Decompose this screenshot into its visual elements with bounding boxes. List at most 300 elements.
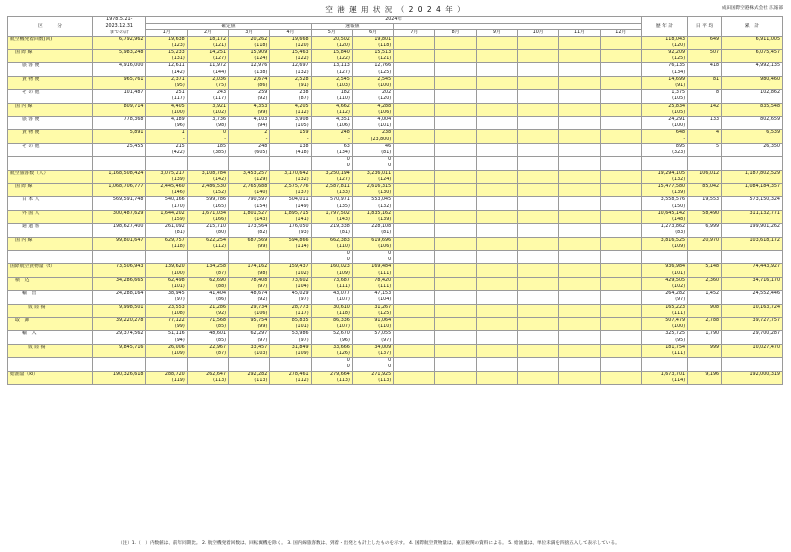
table-row-ratio [8, 43, 783, 50]
month-ratio [394, 297, 435, 304]
month-value [435, 143, 476, 150]
header-month: 5月 [311, 30, 352, 37]
row-label-blank [8, 217, 93, 224]
month-value [476, 304, 517, 311]
month-ratio [476, 284, 517, 291]
month-value [559, 210, 600, 217]
month-ratio [476, 204, 517, 211]
month-value [476, 116, 517, 123]
month-ratio [600, 244, 641, 251]
month-value [559, 358, 600, 365]
month-ratio [559, 110, 600, 117]
month-ratio: (88) [187, 284, 228, 291]
month-value [600, 277, 641, 284]
month-ratio [394, 338, 435, 345]
month-ratio: (101) [352, 123, 393, 130]
ytd-value: 76,135 [641, 63, 687, 70]
month-value: 78,408 [229, 277, 270, 284]
month-ratio: (133) [311, 190, 352, 197]
month-value: 0 [352, 157, 393, 164]
daily-avg-ratio-blank [688, 137, 722, 144]
month-value [517, 291, 558, 298]
month-ratio [559, 43, 600, 50]
grand-total-ratio-blank [722, 364, 783, 371]
month-ratio [559, 137, 600, 144]
month-value: 30,610 [311, 304, 352, 311]
month-value: 3,250,194 [311, 170, 352, 177]
month-ratio: (101) [146, 284, 187, 291]
month-ratio [517, 378, 558, 385]
month-value [517, 371, 558, 378]
row-label-blank [8, 43, 93, 50]
daily-avg-ratio-blank [688, 96, 722, 103]
month-ratio: (144) [187, 70, 228, 77]
row-label-blank [8, 204, 93, 211]
grand-total-value: 103,618,172 [722, 237, 783, 244]
month-ratio [517, 297, 558, 304]
row-label [8, 157, 93, 164]
month-value [559, 130, 600, 137]
month-value [435, 224, 476, 231]
month-ratio [600, 204, 641, 211]
table-row [8, 170, 783, 177]
month-value [476, 344, 517, 351]
month-value [517, 318, 558, 325]
ytd-value: 181,754 [641, 344, 687, 351]
month-value [600, 130, 641, 137]
month-ratio: (75) [187, 83, 228, 90]
grand-total-value: 6,911,005 [722, 36, 783, 43]
daily-avg-ratio-blank [688, 284, 722, 291]
month-value [600, 371, 641, 378]
header-cumulative-line2: 2023.12.31 [93, 23, 146, 30]
table-row-ratio [8, 271, 783, 278]
month-value: 19,668 [270, 36, 311, 43]
month-ratio: (106) [352, 110, 393, 117]
month-value [435, 36, 476, 43]
month-value: 2 [229, 130, 270, 137]
month-ratio: (154) [229, 204, 270, 211]
row-label-blank [8, 177, 93, 184]
month-value [517, 116, 558, 123]
month-value: 43,077 [311, 291, 352, 298]
table-row [8, 251, 783, 258]
month-ratio [229, 257, 270, 264]
month-ratio: (113) [187, 378, 228, 385]
month-ratio [435, 70, 476, 77]
ytd-ratio: (100) [641, 123, 687, 130]
month-ratio: (113) [352, 378, 393, 385]
month-value [476, 331, 517, 338]
daily-avg-ratio-blank [688, 43, 722, 50]
daily-avg-value: 19,553 [688, 197, 722, 204]
month-value [559, 63, 600, 70]
month-ratio: (86) [229, 83, 270, 90]
month-value: 0 [352, 358, 393, 365]
ytd-value [641, 157, 687, 164]
grand-total-value: 1,084,184,357 [722, 183, 783, 190]
daily-avg-ratio-blank [688, 70, 722, 77]
month-value [394, 344, 435, 351]
month-value [559, 36, 600, 43]
ytd-ratio [641, 163, 687, 170]
month-ratio: - [311, 137, 352, 144]
month-value [476, 49, 517, 56]
month-ratio [435, 378, 476, 385]
month-value: 160,023 [311, 264, 352, 271]
month-ratio: (114) [270, 244, 311, 251]
ytd-value: 165,223 [641, 304, 687, 311]
ytd-ratio: (139) [641, 190, 687, 197]
daily-avg-value: 4 [688, 130, 722, 137]
cumulative-value: 4,916,000 [93, 63, 146, 70]
header-month: 12月 [600, 30, 641, 37]
month-ratio: 0 [352, 163, 393, 170]
table-row-ratio [8, 70, 783, 77]
month-value [435, 304, 476, 311]
ytd-ratio [641, 364, 687, 371]
grand-total-ratio-blank [722, 378, 783, 385]
month-value: 622,254 [187, 237, 228, 244]
month-value [435, 76, 476, 83]
month-value: 62,297 [229, 331, 270, 338]
daily-avg-ratio-blank [688, 150, 722, 157]
month-ratio [187, 364, 228, 371]
month-ratio [559, 351, 600, 358]
month-value: 3,108,784 [187, 170, 228, 177]
daily-avg-value: 9,196 [688, 371, 722, 378]
grand-total-value: 1,187,802,529 [722, 170, 783, 177]
daily-avg-value [688, 358, 722, 365]
month-value: 1,644,202 [146, 210, 187, 217]
month-value [476, 143, 517, 150]
month-value: 1 [146, 130, 187, 137]
month-value: 85,835 [270, 318, 311, 325]
month-ratio [476, 217, 517, 224]
grand-total-ratio-blank [722, 324, 783, 331]
month-ratio: (105) [270, 123, 311, 130]
month-value [559, 224, 600, 231]
table-row-ratio [8, 190, 783, 197]
month-ratio: (98) [229, 271, 270, 278]
month-ratio [600, 163, 641, 170]
month-value [435, 371, 476, 378]
ytd-value [641, 358, 687, 365]
month-value [517, 49, 558, 56]
ytd-value: 895 [641, 143, 687, 150]
month-value: 31,849 [270, 344, 311, 351]
month-value [600, 331, 641, 338]
month-ratio [476, 83, 517, 90]
grand-total-ratio-blank [722, 177, 783, 184]
daily-avg-ratio-blank [688, 364, 722, 371]
month-value [559, 331, 600, 338]
month-value: 19,638 [146, 36, 187, 43]
month-ratio [187, 257, 228, 264]
daily-avg-value [688, 157, 722, 164]
month-ratio: (125) [352, 70, 393, 77]
month-value [600, 63, 641, 70]
month-ratio: - [270, 137, 311, 144]
month-value: 18,172 [187, 36, 228, 43]
cumulative-value: 809,714 [93, 103, 146, 110]
month-ratio [476, 110, 517, 117]
month-value [559, 183, 600, 190]
month-value: 73,687 [311, 277, 352, 284]
month-ratio [517, 271, 558, 278]
cumulative-value: 1,168,508,424 [93, 170, 146, 177]
daily-avg-value: 8 [688, 90, 722, 97]
month-ratio: (97) [270, 297, 311, 304]
table-row-ratio [8, 244, 783, 251]
ytd-value: 1,375 [641, 90, 687, 97]
daily-avg-value: 2,360 [688, 277, 722, 284]
month-value [394, 143, 435, 150]
header-month: 7月 [394, 30, 435, 37]
table-row [8, 183, 783, 190]
daily-avg-ratio-blank [688, 204, 722, 211]
month-value [600, 36, 641, 43]
month-value [435, 130, 476, 137]
month-value [394, 291, 435, 298]
month-ratio [476, 297, 517, 304]
month-value: 138 [270, 143, 311, 150]
month-value [394, 237, 435, 244]
month-ratio [600, 311, 641, 318]
cumulative-ratio-blank [93, 150, 146, 157]
month-value [559, 143, 600, 150]
month-ratio: (99) [229, 244, 270, 251]
month-value: 134,258 [187, 264, 228, 271]
daily-avg-value: 2,788 [688, 318, 722, 325]
month-ratio: (91) [270, 83, 311, 90]
month-ratio [517, 150, 558, 157]
month-ratio: - [229, 137, 270, 144]
month-ratio: (152) [187, 190, 228, 197]
grand-total-value: 34,716,170 [722, 277, 783, 284]
table-row-ratio [8, 338, 783, 345]
month-ratio [394, 204, 435, 211]
month-ratio [559, 123, 600, 130]
month-ratio [476, 137, 517, 144]
month-ratio: (111) [311, 284, 352, 291]
month-ratio: (107) [311, 324, 352, 331]
month-ratio: (418) [270, 150, 311, 157]
table-row [8, 371, 783, 378]
month-value [435, 157, 476, 164]
ytd-ratio [641, 257, 687, 264]
row-label-blank [8, 83, 93, 90]
month-ratio [394, 271, 435, 278]
month-value [559, 170, 600, 177]
month-value: 292,282 [229, 371, 270, 378]
month-value [476, 170, 517, 177]
daily-avg-value: 58,490 [688, 210, 722, 217]
month-ratio [476, 177, 517, 184]
row-label-blank [8, 190, 93, 197]
grand-total-ratio-blank [722, 311, 783, 318]
month-ratio: (139) [146, 177, 187, 184]
month-ratio: (110) [311, 96, 352, 103]
month-ratio: (103) [229, 351, 270, 358]
report-title: 空 港 運 用 状 況 （ 2 0 2 4 年 ） [325, 5, 466, 14]
month-value [435, 116, 476, 123]
month-value [600, 291, 641, 298]
month-ratio [600, 324, 641, 331]
month-value [394, 277, 435, 284]
month-value: 288,720 [146, 371, 187, 378]
month-value [435, 237, 476, 244]
row-label-blank [8, 123, 93, 130]
ytd-ratio: (134) [641, 70, 687, 77]
month-ratio: (126) [311, 351, 352, 358]
daily-avg-value: 106,012 [688, 170, 722, 177]
month-value [600, 344, 641, 351]
month-value [394, 358, 435, 365]
row-label-blank [8, 56, 93, 63]
month-value: 63 [311, 143, 352, 150]
cumulative-ratio-blank [93, 96, 146, 103]
cumulative-ratio-blank [93, 271, 146, 278]
month-ratio [476, 257, 517, 264]
ytd-value: 325,725 [641, 331, 687, 338]
month-value [600, 157, 641, 164]
month-ratio [600, 190, 641, 197]
daily-avg-ratio-blank [688, 110, 722, 117]
ytd-ratio: (111) [641, 351, 687, 358]
month-value [146, 251, 187, 258]
month-value [394, 36, 435, 43]
grand-total-ratio-blank [722, 190, 783, 197]
month-ratio [476, 123, 517, 130]
month-value [394, 103, 435, 110]
month-value: 4,004 [352, 116, 393, 123]
ytd-value: 936,984 [641, 264, 687, 271]
month-value: 20,502 [311, 36, 352, 43]
month-value [476, 318, 517, 325]
row-label-blank [8, 364, 93, 371]
ytd-value: 14,699 [641, 76, 687, 83]
ytd-value: 1,273,862 [641, 224, 687, 231]
month-ratio: (81) [352, 230, 393, 237]
month-ratio [600, 297, 641, 304]
month-value: 0 [311, 358, 352, 365]
table-row [8, 224, 783, 231]
month-value: 41,404 [187, 291, 228, 298]
month-ratio: (23,800) [352, 137, 393, 144]
cumulative-value: 25,455 [93, 143, 146, 150]
month-ratio: (113) [311, 378, 352, 385]
row-label: 貨 物 便 [8, 130, 93, 137]
month-ratio: (87) [270, 96, 311, 103]
cumulative-value: 198,627,400 [93, 224, 146, 231]
month-ratio: 0 [352, 364, 393, 371]
month-ratio: (422) [146, 150, 187, 157]
grand-total-value: 6,075,457 [722, 49, 783, 56]
month-value: 33,666 [311, 344, 352, 351]
month-ratio: (106) [229, 311, 270, 318]
month-value [517, 183, 558, 190]
month-value [559, 277, 600, 284]
grand-total-value: 199,901,262 [722, 224, 783, 231]
header-cumulative-line1: 1978.5.21- [93, 17, 146, 24]
month-ratio: (117) [187, 96, 228, 103]
grand-total-ratio-blank [722, 204, 783, 211]
month-value [394, 49, 435, 56]
table-row-ratio [8, 311, 783, 318]
row-label: 貨 物 便 [8, 76, 93, 83]
month-value [517, 157, 558, 164]
month-value: 261,092 [146, 224, 187, 231]
row-label-blank [8, 244, 93, 251]
grand-total-ratio-blank [722, 83, 783, 90]
month-ratio [517, 244, 558, 251]
cumulative-ratio-blank [93, 284, 146, 291]
month-ratio [394, 257, 435, 264]
ytd-ratio: (101) [641, 271, 687, 278]
daily-avg-value: 1,452 [688, 291, 722, 298]
ytd-value: 19,294,105 [641, 170, 687, 177]
month-value [476, 264, 517, 271]
month-ratio: (92) [229, 96, 270, 103]
month-value [435, 318, 476, 325]
month-value [476, 36, 517, 43]
month-ratio: (139) [352, 217, 393, 224]
month-value [476, 237, 517, 244]
month-value: 2,486,530 [187, 183, 228, 190]
table-row-ratio [8, 217, 783, 224]
header-month: 2月 [187, 30, 228, 37]
month-value [476, 130, 517, 137]
month-ratio: (121) [352, 56, 393, 63]
month-value [435, 63, 476, 70]
month-ratio [476, 70, 517, 77]
month-value: 278,461 [270, 371, 311, 378]
month-ratio: (85) [187, 324, 228, 331]
row-label: そ の 他 [8, 90, 93, 97]
ytd-value: 3,816,525 [641, 237, 687, 244]
month-ratio [517, 177, 558, 184]
month-ratio [394, 163, 435, 170]
ytd-value: 118,043 [641, 36, 687, 43]
month-value: 53,986 [270, 331, 311, 338]
month-ratio: (121) [187, 43, 228, 50]
month-value [394, 63, 435, 70]
month-ratio: (97) [146, 297, 187, 304]
month-ratio [600, 230, 641, 237]
table-row [8, 318, 783, 325]
month-ratio [600, 177, 641, 184]
month-ratio [559, 177, 600, 184]
cumulative-ratio-blank [93, 163, 146, 170]
month-value: 62,498 [146, 277, 187, 284]
table-row-ratio [8, 257, 783, 264]
month-value [600, 143, 641, 150]
month-ratio [559, 364, 600, 371]
month-value [394, 264, 435, 271]
month-value: 46 [352, 143, 393, 150]
grand-total-value: 192,000,319 [722, 371, 783, 378]
header-ytd: 歴 年 計 [641, 17, 687, 37]
grand-total-ratio-blank [722, 70, 783, 77]
month-value: 251 [146, 90, 187, 97]
month-value [394, 157, 435, 164]
table-row-ratio [8, 123, 783, 130]
daily-avg-value: 1,790 [688, 331, 722, 338]
table-row [8, 264, 783, 271]
month-value [394, 116, 435, 123]
row-label: 積 込 [8, 277, 93, 284]
